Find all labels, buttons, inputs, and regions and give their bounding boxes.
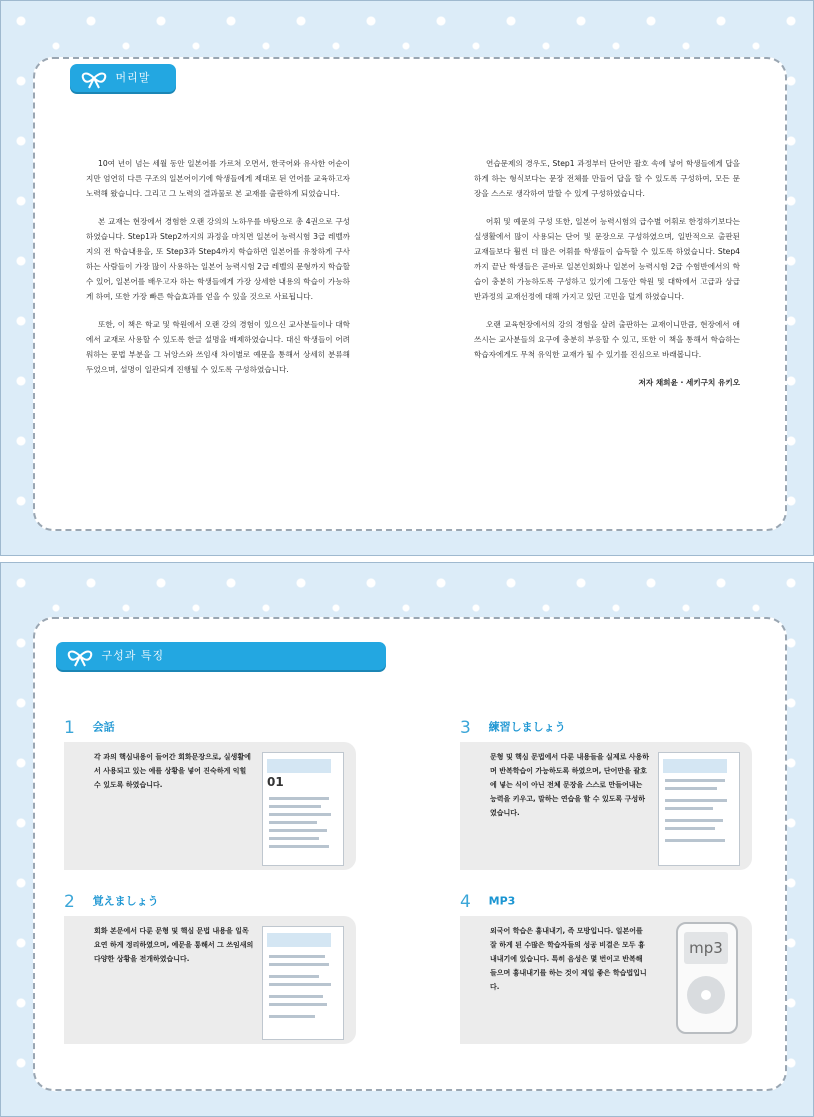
author-signature: 저자 채희윤 · 세키구치 유키오 — [638, 378, 740, 387]
feature-description: 각 과의 핵심내용이 들어간 회화문장으로, 실생활에서 사용되고 있는 예를 상황을 넣어 진숙하게 익힐 수 있도록 하였습니다. — [94, 753, 251, 789]
preface-paragraph: 어휘 및 예문의 구성 또한, 일본어 능력시험의 급수별 어휘로 한정하기보다는 실생활에서 많이 사용되는 단어 및 문장으로 구성하였으며, 일반적으로 출판된 교재들보다 훨씬 더 많은 어휘를 학생들이 습득할 수 있도록 하였습니다. Step4까지 끝난 학생들은 곧바로 일본인회화나 일본어 능력시험 2급 수험반에서의 학습이 충분히 가능하도록 구성하고 있기에 그동안 학원 및 대학에서 고급과 상급반과정의 교재선정에 대해 가지고 있던 고민을 덜게 하였습니다. — [474, 217, 740, 301]
feature-heading — [460, 892, 750, 910]
thumbnail-line — [269, 955, 325, 958]
feature-title: 覚えましょう — [92, 894, 159, 908]
feature-memorize — [64, 892, 354, 1044]
thumbnail-line — [665, 839, 725, 842]
thumbnail-header — [267, 759, 331, 773]
mp3-wheel-center — [701, 990, 711, 1000]
mp3-player-icon — [676, 922, 738, 1034]
thumbnail-line — [269, 983, 331, 986]
feature-number: 3 — [460, 717, 471, 738]
thumbnail-line — [269, 829, 327, 832]
preface-tab — [70, 64, 176, 92]
feature-practice — [460, 718, 750, 870]
mp3-wheel — [687, 976, 725, 1014]
feature-description: 회화 본문에서 다룬 문형 및 핵심 문법 내용을 일목요연 하게 정리하였으며, 예문을 통해서 그 쓰임새의 다양한 상황을 전개하였습니다. — [94, 927, 254, 963]
thumbnail-line — [665, 779, 725, 782]
thumbnail-line — [665, 799, 727, 802]
features-tab-label: 구성과 특징 — [101, 649, 165, 662]
thumbnail-line — [269, 995, 323, 998]
page-thumbnail — [262, 752, 344, 866]
feature-heading — [64, 892, 354, 910]
thumbnail-line — [269, 1003, 327, 1006]
thumbnail-line — [269, 845, 329, 848]
thumbnail-line — [269, 975, 319, 978]
feature-conversation — [64, 718, 354, 870]
preface-right-column — [474, 156, 740, 403]
preface-left-column — [86, 156, 350, 390]
thumbnail-line — [665, 787, 717, 790]
thumbnail-line — [665, 807, 713, 810]
feature-box — [64, 916, 356, 1044]
feature-mp3 — [460, 892, 750, 1044]
thumbnail-header — [267, 933, 331, 947]
preface-tab-label: 머리말 — [115, 71, 151, 84]
ribbon-icon — [78, 64, 110, 92]
preface-paragraph: 오랜 교육현장에서의 강의 경험을 살려 출판하는 교재이니만큼, 현장에서 애쓰시는 교사분들의 요구에 충분히 부응할 수 있고, 또한 이 책을 통해서 학습하는 학습자에게도 무척 유익한 교재가 될 수 있기를 진심으로 바래봅니다. — [474, 320, 740, 359]
thumbnail-line — [269, 797, 329, 800]
thumbnail-header — [663, 759, 727, 773]
feature-heading — [460, 718, 750, 736]
feature-number: 1 — [64, 717, 75, 738]
thumbnail-line — [269, 805, 321, 808]
feature-heading — [64, 718, 354, 736]
thumbnail-line — [269, 837, 319, 840]
feature-description: 외국어 학습은 흉내내기, 즉 모방입니다. 일본어를 잘 하게 된 수많은 학습자들의 성공 비결은 모두 흉내내기에 있습니다. 특히 음성은 몇 번이고 반복해 들으며 흉내내기를 하는 것이 제일 좋은 학습법입니다. — [490, 927, 647, 991]
mp3-screen: mp3 — [684, 932, 728, 964]
feature-box — [64, 742, 356, 870]
page-thumbnail — [658, 752, 740, 866]
feature-title: 会話 — [92, 720, 115, 734]
page-thumbnail — [262, 926, 344, 1040]
thumbnail-line — [269, 813, 331, 816]
thumbnail-line — [665, 827, 715, 830]
thumbnail-line — [269, 821, 317, 824]
feature-title: MP3 — [488, 894, 516, 908]
preface-paragraph: 본 교재는 현장에서 경험한 오랜 강의의 노하우를 바탕으로 총 4권으로 구성하였습니다. Step1과 Step2까지의 과정을 마치면 일본어 능력시험 3급 레벨까지의 전 학습내용을, 또 Step3과 Step4까지 학습하면 일본어를 유창하게 구사하는 사람들이 가장 많이 사용하는 일본어 능력시험 2급 레벨의 문형까지 학습할 수 있어, 일본어를 배우고자 하는 학생들에게 가장 상세한 내용의 학습이 가능하게 하여, 또한 가장 빠른 학습효과를 얻을 수 있을 것으로 사료됩니다. — [86, 217, 350, 301]
thumbnail-lesson-number: 01 — [267, 775, 284, 789]
feature-number: 2 — [64, 891, 75, 912]
thumbnail-line — [269, 963, 329, 966]
thumbnail-line — [269, 1015, 315, 1018]
features-tab — [56, 642, 386, 670]
feature-box — [460, 916, 752, 1044]
preface-paragraph: 연습문제의 경우도, Step1 과정부터 단어만 괄호 속에 넣어 학생들에게 답을 하게 하는 형식보다는 문장 전체를 만들어 답을 할 수 있도록 구성하여, 모든 문장을 스스로 생각하여 말할 수 있게 구성하였습니다. — [474, 159, 740, 198]
feature-description: 문형 및 핵심 문법에서 다룬 내용들을 실제로 사용하며 반복학습이 가능하도록 하였으며, 단어만을 괄호에 넣는 식이 아닌 전체 문장을 스스로 만들어내는 능력을 키우고, 말하는 연습을 할 수 있도록 구성하였습니다. — [490, 753, 650, 817]
feature-box — [460, 742, 752, 870]
feature-number: 4 — [460, 891, 471, 912]
feature-title: 練習しましょう — [488, 720, 566, 734]
ribbon-icon — [64, 642, 96, 670]
thumbnail-line — [665, 819, 723, 822]
preface-paragraph: 또한, 이 책은 학교 및 학원에서 오랜 강의 경험이 있으신 교사분들이나 대학에서 교재로 사용할 수 있도록 한글 설명을 배제하였습니다. 대신 학생들이 어려워하는 문법 부분을 그 뉘앙스와 쓰임새 차이별로 예문을 통해서 상세히 분류해 두었으며, 설명이 일관되게 진행될 수 있도록 구성하였습니다. — [86, 320, 350, 374]
preface-paragraph: 10여 년이 넘는 세월 동안 일본어를 가르쳐 오면서, 한국어와 유사한 어순이지만 엄연히 다른 구조의 일본어이기에 학생들에게 제대로 된 언어를 교육하고자 노력해 왔습니다. 그리고 그 노력의 결과물로 본 교재를 출판하게 되었습니다. — [86, 159, 350, 198]
